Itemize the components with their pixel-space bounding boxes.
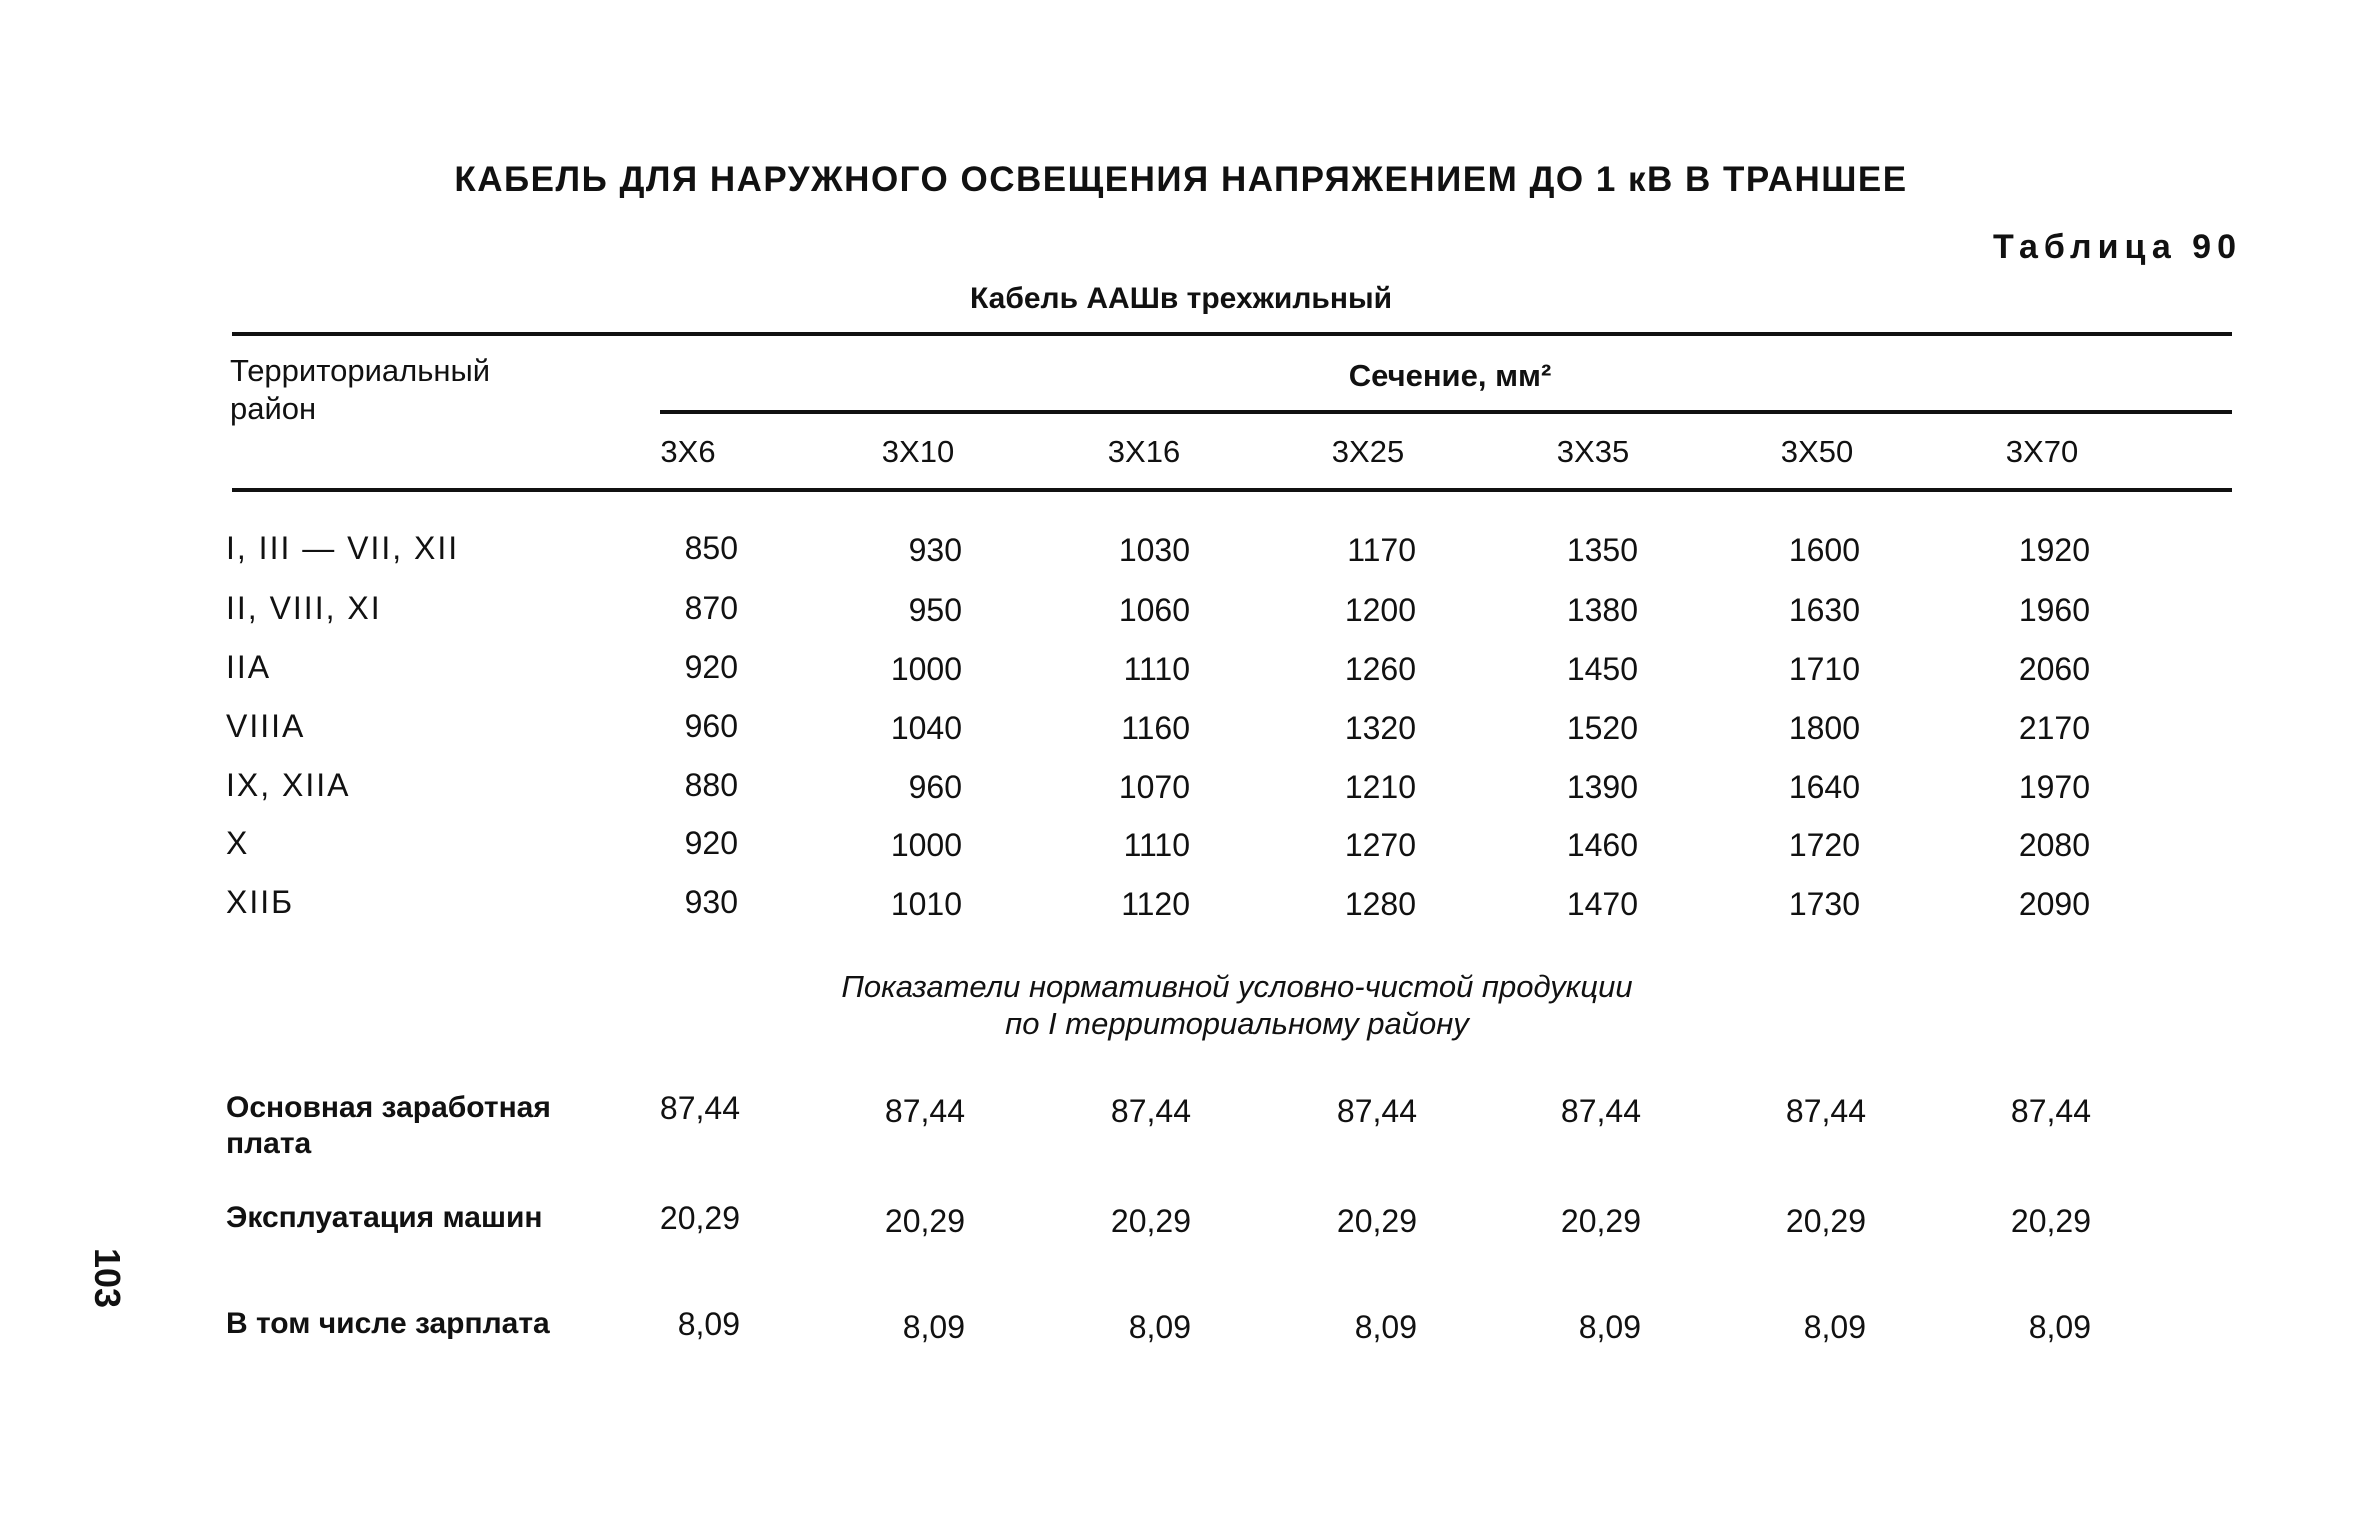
column-header: 3Х35: [1556, 434, 1630, 469]
table-cell: 1030: [1118, 532, 1190, 568]
table-cell: 930: [684, 884, 738, 920]
table-cell: 1010: [890, 886, 962, 922]
table-cell: 1450: [1566, 651, 1638, 687]
column-header: 3Х50: [1780, 434, 1854, 469]
indicator-label-line1: Основная заработная: [226, 1091, 551, 1124]
table-cell: 950: [908, 592, 962, 628]
indicator-label-line1: Эксплуатация машин: [226, 1201, 543, 1234]
column-header: 3Х70: [2005, 434, 2079, 469]
indicator-cell: 8,09: [1354, 1309, 1417, 1345]
indicator-cell: 20,29: [1560, 1203, 1641, 1239]
table-cell: 1270: [1344, 827, 1416, 863]
indicator-cell: 20,29: [884, 1203, 965, 1239]
table-subtitle: Кабель ААШв трехжильный: [969, 282, 1393, 315]
table-number-label: Таблица 90: [1993, 228, 2242, 266]
table-cell: 870: [684, 590, 738, 626]
row-label: VIIIА: [226, 708, 306, 744]
table-cell: 920: [684, 825, 738, 861]
column-header: 3Х10: [881, 434, 955, 469]
table-cell: 1710: [1788, 651, 1860, 687]
row-label: IX, XIIА: [226, 767, 351, 803]
indicator-cell: 20,29: [2010, 1203, 2091, 1239]
table-cell: 1600: [1788, 532, 1860, 568]
indicator-cell: 8,09: [677, 1306, 740, 1342]
indicator-label: [226, 1306, 550, 1342]
indicator-label: [226, 1090, 551, 1162]
table-cell: 1160: [1121, 710, 1190, 746]
indicator-cell: 8,09: [2028, 1309, 2091, 1345]
indicator-cell: 87,44: [1560, 1093, 1641, 1129]
table-cell: 1640: [1788, 769, 1860, 805]
table-cell: 1730: [1788, 886, 1860, 922]
indicators-heading-line1: Показатели нормативной условно-чистой продукции: [841, 969, 1633, 1004]
indicator-cell: 20,29: [659, 1200, 740, 1236]
district-header: [230, 352, 490, 428]
table-cell: 880: [684, 767, 738, 803]
table-cell: 1460: [1566, 827, 1638, 863]
table-cell: 2090: [2018, 886, 2090, 922]
table-cell: 1040: [890, 710, 962, 746]
column-header: 3Х16: [1107, 434, 1181, 469]
district-header-line2: район: [230, 391, 317, 426]
indicator-label-line2: плата: [226, 1127, 312, 1160]
indicator-cell: 87,44: [1110, 1093, 1191, 1129]
table-cell: 2170: [2018, 710, 2090, 746]
indicator-cell: 20,29: [1110, 1203, 1191, 1239]
table-cell: 1170: [1347, 532, 1416, 568]
table-cell: 1470: [1566, 886, 1638, 922]
page-title: КАБЕЛЬ ДЛЯ НАРУЖНОГО ОСВЕЩЕНИЯ НАПРЯЖЕНИЕМ ДО 1 кВ В ТРАНШЕЕ: [454, 160, 1908, 199]
table-cell: 1720: [1788, 827, 1860, 863]
indicator-label: [226, 1200, 543, 1236]
table-cell: 1520: [1566, 710, 1638, 746]
row-label: II, VIII, XI: [226, 590, 382, 626]
table-cell: 960: [684, 708, 738, 744]
table-cell: 960: [908, 769, 962, 805]
indicators-heading: [0, 968, 2362, 1042]
indicator-cell: 20,29: [1336, 1203, 1417, 1239]
table-cell: 1920: [2018, 532, 2090, 568]
row-label: IIА: [226, 649, 272, 685]
table-cell: 1070: [1118, 769, 1190, 805]
table-cell: 1970: [2018, 769, 2090, 805]
table-cell: 1390: [1566, 769, 1638, 805]
section-header-rule: [660, 410, 2232, 414]
indicator-cell: 87,44: [659, 1090, 740, 1126]
indicator-cell: 8,09: [902, 1309, 965, 1345]
indicator-cell: 20,29: [1785, 1203, 1866, 1239]
table-cell: 1800: [1788, 710, 1860, 746]
indicator-label-line1: В том числе зарплата: [226, 1307, 550, 1340]
column-header: 3Х25: [1331, 434, 1405, 469]
table-cell: 2080: [2018, 827, 2090, 863]
table-cell: 1060: [1118, 592, 1190, 628]
top-rule: [232, 332, 2232, 336]
district-header-line1: Территориальный: [230, 353, 491, 388]
indicator-cell: 8,09: [1128, 1309, 1191, 1345]
table-cell: 850: [684, 530, 738, 566]
table-cell: 1260: [1344, 651, 1416, 687]
indicator-cell: 87,44: [1785, 1093, 1866, 1129]
table-cell: 1120: [1121, 886, 1190, 922]
page-number: 103: [87, 1248, 128, 1309]
indicator-cell: 8,09: [1803, 1309, 1866, 1345]
table-cell: 1280: [1344, 886, 1416, 922]
table-cell: 1320: [1344, 710, 1416, 746]
table-cell: 930: [908, 532, 962, 568]
table-cell: 1630: [1788, 592, 1860, 628]
table-cell: 1000: [890, 651, 962, 687]
indicator-cell: 87,44: [884, 1093, 965, 1129]
indicator-cell: 8,09: [1578, 1309, 1641, 1345]
table-cell: 1350: [1566, 532, 1638, 568]
row-label: X: [226, 825, 250, 861]
table-cell: 1380: [1566, 592, 1638, 628]
table-cell: 1200: [1344, 592, 1416, 628]
table-cell: 920: [684, 649, 738, 685]
table-cell: 1000: [890, 827, 962, 863]
row-label: XIIБ: [226, 884, 295, 920]
indicator-cell: 87,44: [1336, 1093, 1417, 1129]
column-header: 3Х6: [660, 434, 716, 469]
table-cell: 1210: [1344, 769, 1416, 805]
indicators-heading-line2: по I территориальному району: [1005, 1006, 1469, 1041]
row-label: I, III — VII, XII: [226, 530, 460, 566]
table-cell: 1110: [1123, 651, 1190, 687]
table-cell: 2060: [2018, 651, 2090, 687]
indicator-cell: 87,44: [2010, 1093, 2091, 1129]
section-header: Сечение, мм²: [1348, 358, 1552, 393]
table-cell: 1110: [1123, 827, 1190, 863]
table-cell: 1960: [2018, 592, 2090, 628]
header-bottom-rule: [232, 488, 2232, 492]
